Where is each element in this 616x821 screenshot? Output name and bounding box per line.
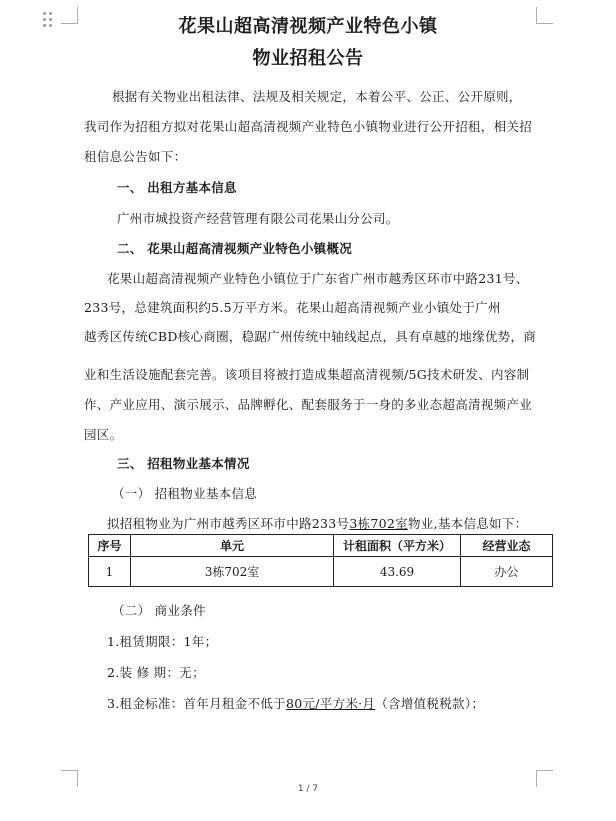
section-2-heading: 二、 花果山超高清视频产业特色小镇概况 [117, 241, 353, 256]
section-3-heading: 三、 招租物业基本情况 [117, 456, 250, 471]
section-2-line: 作、产业应用、演示展示、品牌孵化、配套服务于一身的多业态超高清视频产业 [84, 397, 533, 412]
condition-rent-standard [107, 694, 484, 712]
section-2-line: 233号，总建筑面积约5.5万平方米。花果山超高清视频产业小镇处于广州 [84, 300, 501, 315]
table-cell: 办公 [461, 557, 553, 587]
property-intro-text: 拟招租物业为广州市越秀区环市中路233号 [107, 516, 350, 531]
document-subtitle: 物业招租公告 [252, 48, 364, 69]
property-table [88, 534, 553, 587]
column-header: 计租面积（平方米） [334, 535, 461, 557]
intro-line: 根据有关物业出租法律、法规及相关规定，本着公平、公正、公开原则， [112, 89, 522, 104]
section-2-line: 园区。 [84, 427, 123, 442]
property-intro [107, 514, 527, 532]
table-cell: 3栋702室 [131, 557, 334, 587]
document-title: 花果山超高清视频产业特色小镇 [178, 16, 438, 37]
column-header: 单元 [131, 535, 334, 557]
section-2-line: 业和生活设施配套完善。该项目将被打造成集超高清视频/5G技术研发、内容制 [84, 367, 530, 382]
section-1-body: 广州市城投资产经营管理有限公司花果山分公司。 [117, 211, 399, 226]
rent-text: 3.租金标准：首年月租金不低于 [107, 696, 286, 711]
rent-text: （含增值税税款）； [375, 696, 485, 711]
subsection-2-heading: （二） 商业条件 [112, 603, 206, 618]
table-header-row [89, 535, 553, 557]
intro-line: 我司作为招租方拟对花果山超高清视频产业特色小镇物业进行公开招租，相关招 [84, 119, 533, 134]
table-cell: 43.69 [334, 557, 461, 587]
rent-amount-underlined: 80元/平方米·月 [285, 696, 376, 711]
property-intro-text: 物业,基本信息如下： [407, 516, 528, 531]
subsection-1-heading: （一） 招租物业基本信息 [112, 486, 258, 501]
section-1-heading: 一、 出租方基本信息 [117, 180, 237, 195]
condition-lease-term: 1.租赁期限：1年； [107, 634, 218, 649]
table-cell: 1 [89, 557, 131, 587]
section-2-line: 花果山超高清视频产业特色小镇位于广东省广州市越秀区环市中路231号、 [107, 271, 529, 286]
condition-renovation-period: 2.装 修 期：无； [107, 665, 205, 680]
table-row [89, 557, 553, 587]
page-number: 1 / 7 [297, 784, 319, 794]
section-2-line: 越秀区传统CBD核心商圈，稳踞广州传统中轴线起点，具有卓越的地缘优势，商 [84, 329, 537, 344]
column-header: 经营业态 [461, 535, 553, 557]
intro-line: 租信息公告如下： [84, 149, 187, 164]
property-unit-underlined: 3栋702室 [349, 516, 408, 531]
column-header: 序号 [89, 535, 131, 557]
